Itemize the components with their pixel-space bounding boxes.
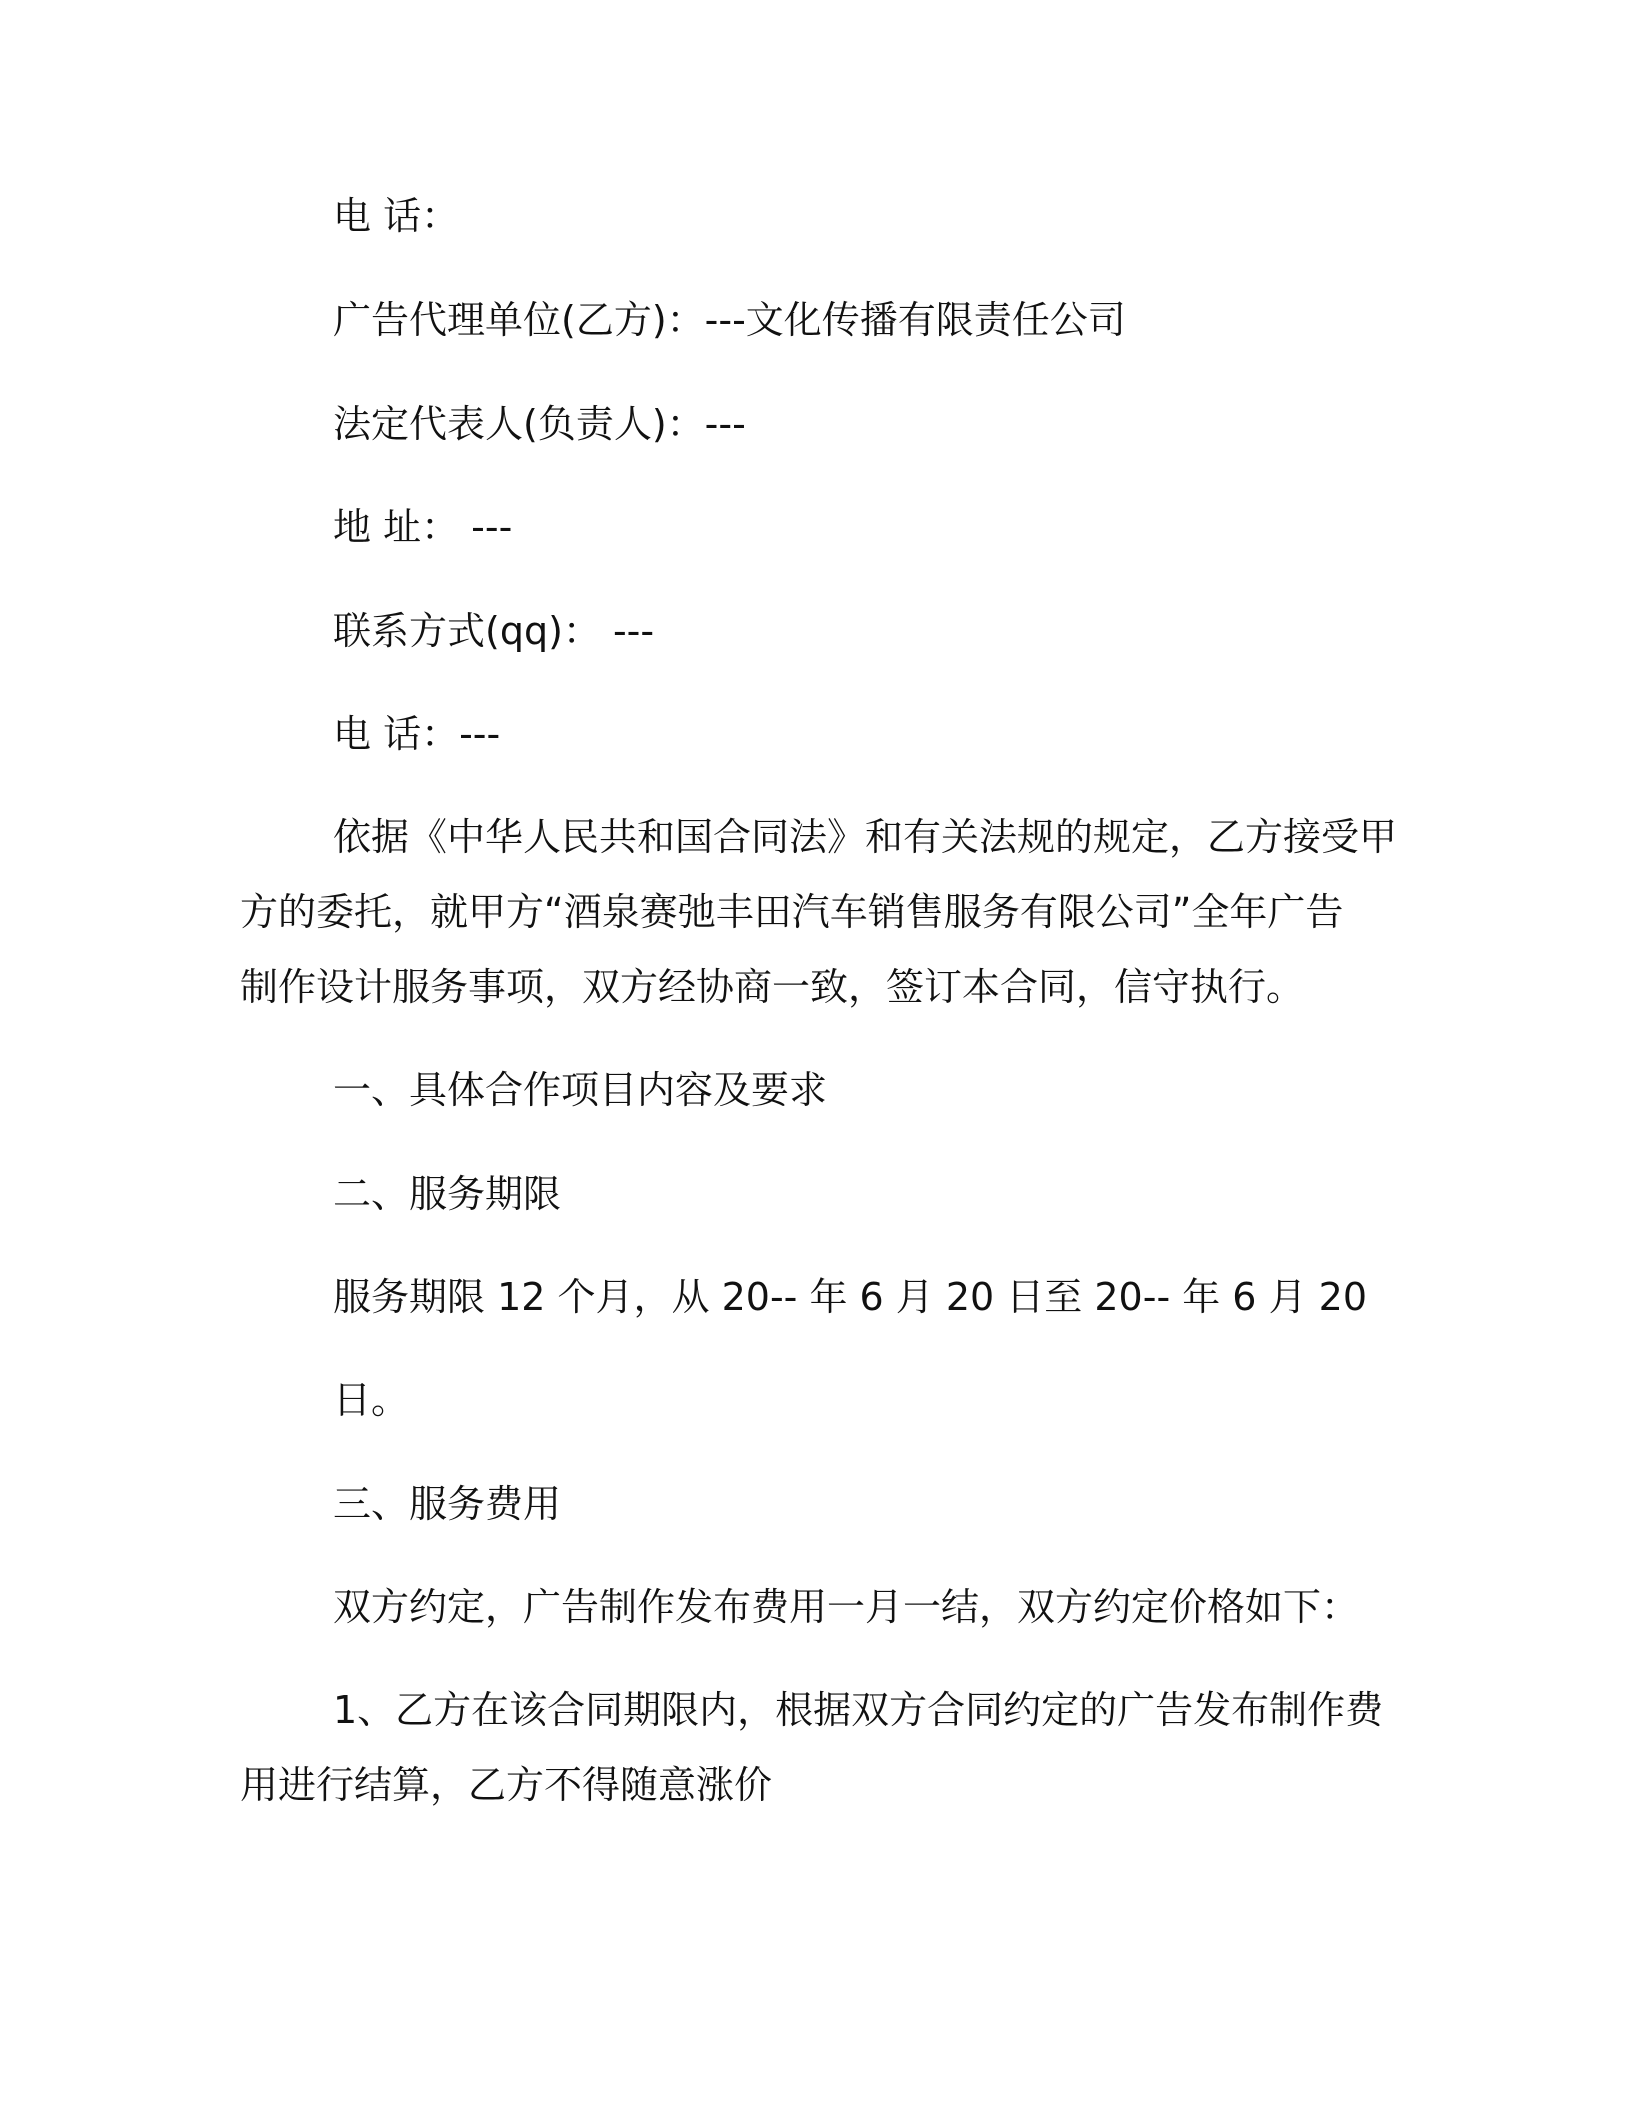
section-heading-2: 二、服务期限 xyxy=(333,1172,562,1216)
legal-representative-line: 法定代表人(负责人)：--- xyxy=(333,402,746,446)
section-heading-1: 一、具体合作项目内容及要求 xyxy=(333,1068,828,1112)
fee-agreement-line: 双方约定，广告制作发布费用一月一结，双方约定价格如下： xyxy=(333,1585,1360,1629)
clause-1-line-2: 用进行结算，乙方不得随意涨价 xyxy=(240,1763,773,1807)
phone-line-party-b: 电 话：--- xyxy=(333,712,501,756)
preamble-paragraph-line-2: 方的委托，就甲方“酒泉赛弛丰田汽车销售服务有限公司”全年广告 xyxy=(240,890,1344,934)
service-term-line: 服务期限 12 个月，从 20-- 年 6 月 20 日至 20-- 年 6 月 20 xyxy=(333,1275,1367,1319)
address-line: 地 址： --- xyxy=(333,505,513,549)
contact-qq-line: 联系方式(qq)： --- xyxy=(333,609,655,653)
phone-line-party-a: 电 话： xyxy=(333,194,460,238)
preamble-paragraph-line-3: 制作设计服务事项，双方经协商一致，签订本合同，信守执行。 xyxy=(240,965,1305,1009)
clause-1-line-1: 1、乙方在该合同期限内，根据双方合同约定的广告发布制作费 xyxy=(333,1688,1384,1732)
preamble-paragraph-line-1: 依据《中华人民共和国合同法》和有关法规的规定，乙方接受甲 xyxy=(333,815,1398,859)
service-term-line-end: 日。 xyxy=(333,1378,410,1422)
agency-party-b-line: 广告代理单位(乙方)：---文化传播有限责任公司 xyxy=(333,298,1126,342)
section-heading-3: 三、服务费用 xyxy=(333,1482,562,1526)
